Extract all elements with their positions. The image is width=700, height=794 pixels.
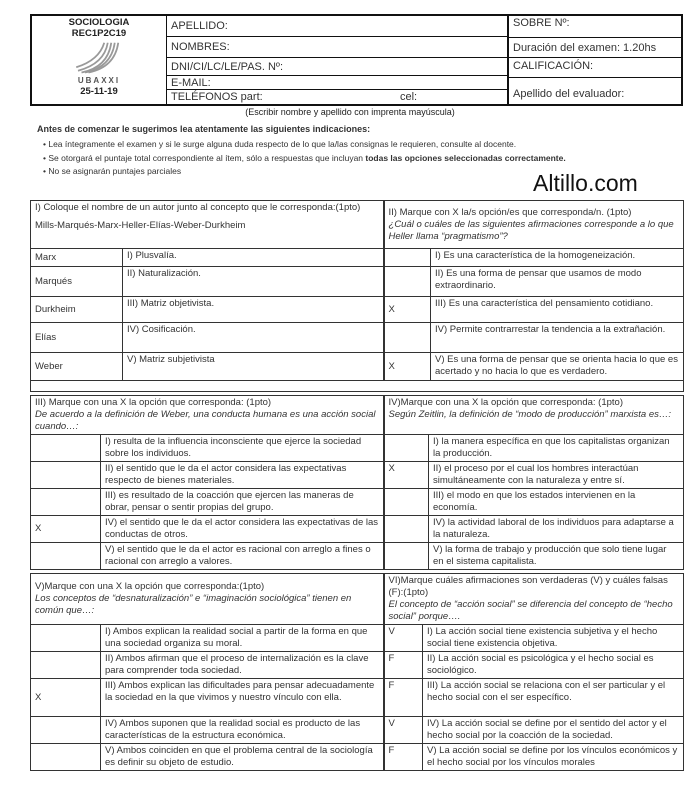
questions-1-2-table (30, 200, 684, 392)
option-text: IV) Ambos suponen que la realidad social es producto de las características de la estructura económica. (101, 717, 384, 744)
table-row (31, 249, 684, 267)
q4-header (384, 396, 684, 435)
mark-cell[interactable]: X (31, 516, 101, 543)
mark-cell[interactable] (384, 267, 431, 297)
instruction-item: • Lea íntegramente el examen y si le surge alguna duda respecto de lo que la/las consignas le requieren, consulte al docente. (43, 138, 566, 152)
option-text: I) resulta de la influencia inconsciente que ejerce la sociedad sobre los individuos. (101, 435, 384, 462)
option-text: V) Ambos coinciden en que el problema central de la sociología es definir su objeto de estudio. (101, 744, 384, 771)
instruction-bold: todas las opciones seleccionadas correctamente. (365, 152, 566, 163)
instruction-item (43, 152, 566, 166)
mark-cell[interactable] (31, 462, 101, 489)
mark-cell[interactable]: F (384, 744, 423, 771)
author-answer[interactable]: Weber (31, 353, 123, 381)
option-text: I) Ambos explican la realidad social a partir de la forma en que una sociedad organiza su moral. (101, 625, 384, 652)
nombres-field[interactable]: NOMBRES: (167, 37, 507, 58)
q1-title: I) Coloque el nombre de un autor junto al concepto que le corresponda:(1pto) (35, 202, 361, 213)
mark-cell[interactable] (31, 652, 101, 679)
q3-title: III) Marque con una X la opción que corresponda: (1pto) (35, 397, 272, 408)
option-text: III) el modo en que los estados intervienen en la economía. (429, 489, 684, 516)
exam-header (30, 14, 683, 106)
table-row (31, 625, 684, 652)
telefonos-label: TELÉFONOS part: (171, 91, 263, 103)
instruction-text: Se otorgará el puntaje total correspondiente al ítem, sólo a respuestas que incluyan (48, 152, 366, 163)
option-text: I) La acción social tiene existencia subjetiva y el hecho social tiene existencia objetiva. (423, 625, 684, 652)
mark-cell[interactable] (31, 744, 101, 771)
option-text: V) Matriz subjetivista (123, 353, 384, 381)
option-text: II) el proceso por el cual los hombres interactúan simultáneamente con la naturaleza y entre sí. (429, 462, 684, 489)
mark-cell[interactable] (31, 489, 101, 516)
table-row (31, 353, 684, 381)
subject: SOCIOLOGIA (68, 17, 130, 28)
q4-title: IV)Marque con una X la opción que corresponda: (1pto) (388, 397, 623, 408)
q6-header (384, 574, 684, 625)
watermark: Altillo.com (533, 170, 638, 196)
mark-cell[interactable] (31, 543, 101, 570)
exam-code: REC1P2C19 (71, 28, 127, 39)
grading-fields (509, 16, 681, 104)
dni-field[interactable]: DNI/CI/LC/LE/PAS. Nº: (167, 58, 507, 76)
mark-cell[interactable]: X (384, 353, 431, 381)
option-text: V) el sentido que le da el actor es racional con arreglo a fines o racional con arreglo a valores. (101, 543, 384, 570)
table-row (31, 744, 684, 771)
apellido-field[interactable]: APELLIDO: (167, 16, 507, 37)
q6-question: El concepto de “acción social” se diferencia del concepto de “hecho social” porque…. (388, 599, 673, 622)
table-row (31, 717, 684, 744)
q5-title: V)Marque con una X la opción que corresponda:(1pto) (35, 581, 265, 592)
option-text: II) Es una forma de pensar que usamos de modo extraordinario. (431, 267, 684, 297)
author-answer[interactable]: Marx (31, 249, 123, 267)
table-row (31, 652, 684, 679)
student-fields (167, 16, 509, 104)
table-row (31, 267, 684, 297)
mark-cell[interactable]: X (31, 679, 101, 717)
option-text: V) Es una forma de pensar que se orienta hacia lo que es acertado y no hacia lo que es verdadero. (431, 353, 684, 381)
cel-label: cel: (400, 91, 418, 103)
option-text: V) la forma de trabajo y producción que solo tiene lugar en el sistema capitalista. (429, 543, 684, 570)
q4-question: Según Zeitlin, la definición de “modo de producción” marxista es…: (388, 409, 672, 420)
q1-header (31, 201, 384, 249)
calificacion-field[interactable]: CALIFICACIÓN: (509, 58, 681, 78)
mark-cell[interactable] (384, 516, 429, 543)
mark-cell[interactable]: V (384, 717, 423, 744)
questions-area (30, 200, 683, 774)
option-text: IV) La acción social se define por el sentido del actor y el hecho social por la coacción de la sociedad. (423, 717, 684, 744)
option-text: III) Ambos explican las dificultades para pensar adecuadamente la sociedad en la que vivimos y nuestro vínculo con ella. (101, 679, 384, 717)
mark-cell[interactable]: X (384, 462, 429, 489)
instruction-item: • No se asignarán puntajes parciales (43, 165, 566, 179)
q2-header (384, 201, 684, 249)
table-row (31, 435, 684, 462)
questions-5-6-table (30, 573, 684, 771)
q6-title: VI)Marque cuáles afirmaciones son verdaderas (V) y cuáles falsas (F):(1pto) (388, 575, 668, 598)
table-row (31, 516, 684, 543)
option-text: I) la manera específica en que los capitalistas organizan la producción. (429, 435, 684, 462)
option-text: II) La acción social es psicológica y el hecho social es sociológico. (423, 652, 684, 679)
telefonos-field[interactable] (167, 90, 507, 104)
duracion-label: Duración del examen: 1.20hs (509, 38, 681, 58)
author-answer[interactable]: Marqués (31, 267, 123, 297)
logo-cell (32, 16, 167, 104)
option-text: II) Ambos afirman que el proceso de internalización es la clave para comprender toda sociedad. (101, 652, 384, 679)
q3-question: De acuerdo a la definición de Weber, una conducta humana es una acción social cuando…: (35, 409, 376, 432)
option-text: II) Naturalización. (123, 267, 384, 297)
instructions-list (43, 138, 566, 179)
ubaxxi-logo-icon (69, 41, 129, 76)
option-text: II) el sentido que le da el actor considera las expectativas respecto de bienes materiales. (101, 462, 384, 489)
table-row (31, 543, 684, 570)
option-text: I) Plusvalía. (123, 249, 384, 267)
q3-header (31, 396, 384, 435)
option-text: V) La acción social se define por los vínculos económicos y el hecho social por los vínculos morales (423, 744, 684, 771)
logo-text: UBAXXI (77, 76, 121, 85)
q1-authors: Mills-Marqués-Marx-Heller-Elías-Weber-Durkheim (35, 220, 246, 231)
mark-cell[interactable] (384, 435, 429, 462)
q2-title: II) Marque con X la/s opción/es que corresponda/n. (1pto) (388, 206, 632, 218)
option-text: IV) la actividad laboral de los individuos para adaptarse a la naturaleza. (429, 516, 684, 543)
option-text: IV) el sentido que le da el actor considera las expectativas de las conductas de otros. (101, 516, 384, 543)
questions-3-4-table (30, 395, 684, 570)
instructions-title: Antes de comenzar le sugerimos lea atentamente las siguientes indicaciones: (37, 124, 371, 134)
option-text: III) Es una característica del pensamiento cotidiano. (431, 297, 684, 323)
mark-cell[interactable]: F (384, 652, 423, 679)
table-row (31, 489, 684, 516)
author-answer[interactable]: Elías (31, 323, 123, 353)
option-text: III) La acción social se relaciona con el ser particular y el hecho social con el ser específico. (423, 679, 684, 717)
mark-cell[interactable] (384, 543, 429, 570)
evaluador-field[interactable]: Apellido del evaluador: (513, 88, 625, 100)
q5-header (31, 574, 384, 625)
exam-date: 25-11-19 (80, 86, 118, 97)
q2-question: ¿Cuál o cuáles de las siguientes afirmaciones corresponde a lo que Heller llama “pragmatismo”? (388, 218, 674, 242)
table-row (31, 297, 684, 323)
sobre-field[interactable]: SOBRE Nº: (509, 16, 681, 38)
mark-cell[interactable]: X (384, 297, 431, 323)
mark-cell[interactable]: F (384, 679, 423, 717)
option-text: I) Es una característica de la homogeneización. (431, 249, 684, 267)
mark-cell[interactable] (384, 249, 431, 267)
table-row (31, 323, 684, 353)
mark-cell[interactable] (31, 435, 101, 462)
option-text: IV) Permite contrarrestar la tendencia a la extrañación. (431, 323, 684, 353)
header-note: (Escribir nombre y apellido con imprenta mayúscula) (245, 107, 455, 117)
option-text: III) es resultado de la coacción que ejercen las maneras de obrar, pensar o sentir propias del grupo. (101, 489, 384, 516)
mark-cell[interactable] (31, 625, 101, 652)
author-answer[interactable]: Durkheim (31, 297, 123, 323)
mark-cell[interactable] (384, 323, 431, 353)
email-field[interactable]: E-MAIL: (167, 76, 507, 90)
mark-cell[interactable] (31, 717, 101, 744)
table-row (31, 679, 684, 717)
mark-cell[interactable]: V (384, 625, 423, 652)
mark-cell[interactable] (384, 489, 429, 516)
empty-row (31, 381, 684, 392)
q5-question: Los conceptos de “desnaturalización” e “imaginación sociológica” tienen en común que…: (35, 593, 352, 616)
table-row (31, 462, 684, 489)
option-text: IV) Cosificación. (123, 323, 384, 353)
option-text: III) Matriz objetivista. (123, 297, 384, 323)
